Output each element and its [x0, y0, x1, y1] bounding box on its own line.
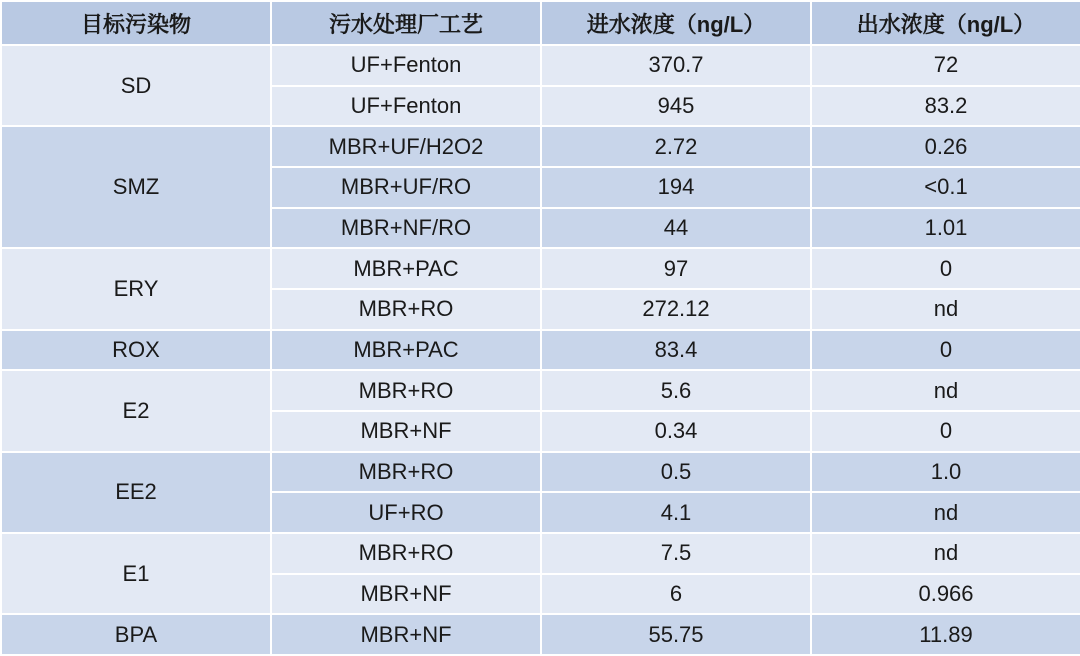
cell-effluent: 1.01: [811, 208, 1080, 249]
cell-process: MBR+NF: [271, 614, 541, 655]
cell-effluent: 0: [811, 411, 1080, 452]
cell-effluent: 11.89: [811, 614, 1080, 655]
cell-influent: 370.7: [541, 45, 811, 86]
cell-influent: 83.4: [541, 330, 811, 371]
column-header-process: 污水处理厂工艺: [271, 1, 541, 45]
cell-process: MBR+NF: [271, 411, 541, 452]
table-body: [1, 45, 1080, 655]
cell-effluent: <0.1: [811, 167, 1080, 208]
cell-influent: 2.72: [541, 126, 811, 167]
cell-pollutant: EE2: [1, 452, 271, 533]
cell-effluent: nd: [811, 492, 1080, 533]
cell-pollutant: SD: [1, 45, 271, 126]
cell-influent: 7.5: [541, 533, 811, 574]
cell-process: UF+Fenton: [271, 45, 541, 86]
cell-influent: 0.34: [541, 411, 811, 452]
cell-process: MBR+RO: [271, 533, 541, 574]
cell-influent: 272.12: [541, 289, 811, 330]
table-row: [1, 614, 1080, 655]
table-row: [1, 248, 1080, 289]
cell-influent: 55.75: [541, 614, 811, 655]
table-header-row: [1, 1, 1080, 45]
table-row: [1, 533, 1080, 574]
cell-effluent: nd: [811, 289, 1080, 330]
cell-process: MBR+PAC: [271, 248, 541, 289]
cell-effluent: 72: [811, 45, 1080, 86]
table-row: [1, 45, 1080, 86]
cell-process: MBR+NF/RO: [271, 208, 541, 249]
column-header-pollutant: 目标污染物: [1, 1, 271, 45]
cell-influent: 0.5: [541, 452, 811, 493]
cell-influent: 6: [541, 574, 811, 615]
cell-pollutant: BPA: [1, 614, 271, 655]
cell-process: MBR+UF/H2O2: [271, 126, 541, 167]
cell-effluent: nd: [811, 533, 1080, 574]
cell-influent: 5.6: [541, 370, 811, 411]
cell-influent: 4.1: [541, 492, 811, 533]
cell-effluent: nd: [811, 370, 1080, 411]
cell-effluent: 0.966: [811, 574, 1080, 615]
cell-process: MBR+UF/RO: [271, 167, 541, 208]
table-row: [1, 452, 1080, 493]
cell-process: MBR+PAC: [271, 330, 541, 371]
cell-pollutant: ERY: [1, 248, 271, 329]
cell-process: UF+RO: [271, 492, 541, 533]
cell-effluent: 0: [811, 330, 1080, 371]
cell-process: MBR+RO: [271, 452, 541, 493]
cell-influent: 44: [541, 208, 811, 249]
cell-pollutant: SMZ: [1, 126, 271, 248]
cell-influent: 97: [541, 248, 811, 289]
table-header: [1, 1, 1080, 45]
column-header-effluent: 出水浓度（ng/L）: [811, 1, 1080, 45]
cell-influent: 945: [541, 86, 811, 127]
column-header-influent: 进水浓度（ng/L）: [541, 1, 811, 45]
table-row: [1, 126, 1080, 167]
table-row: [1, 370, 1080, 411]
cell-process: MBR+NF: [271, 574, 541, 615]
cell-process: MBR+RO: [271, 289, 541, 330]
cell-process: MBR+RO: [271, 370, 541, 411]
cell-pollutant: E2: [1, 370, 271, 451]
cell-pollutant: ROX: [1, 330, 271, 371]
cell-effluent: 0: [811, 248, 1080, 289]
table-row: [1, 330, 1080, 371]
cell-effluent: 83.2: [811, 86, 1080, 127]
cell-effluent: 1.0: [811, 452, 1080, 493]
cell-effluent: 0.26: [811, 126, 1080, 167]
cell-process: UF+Fenton: [271, 86, 541, 127]
cell-pollutant: E1: [1, 533, 271, 614]
cell-influent: 194: [541, 167, 811, 208]
